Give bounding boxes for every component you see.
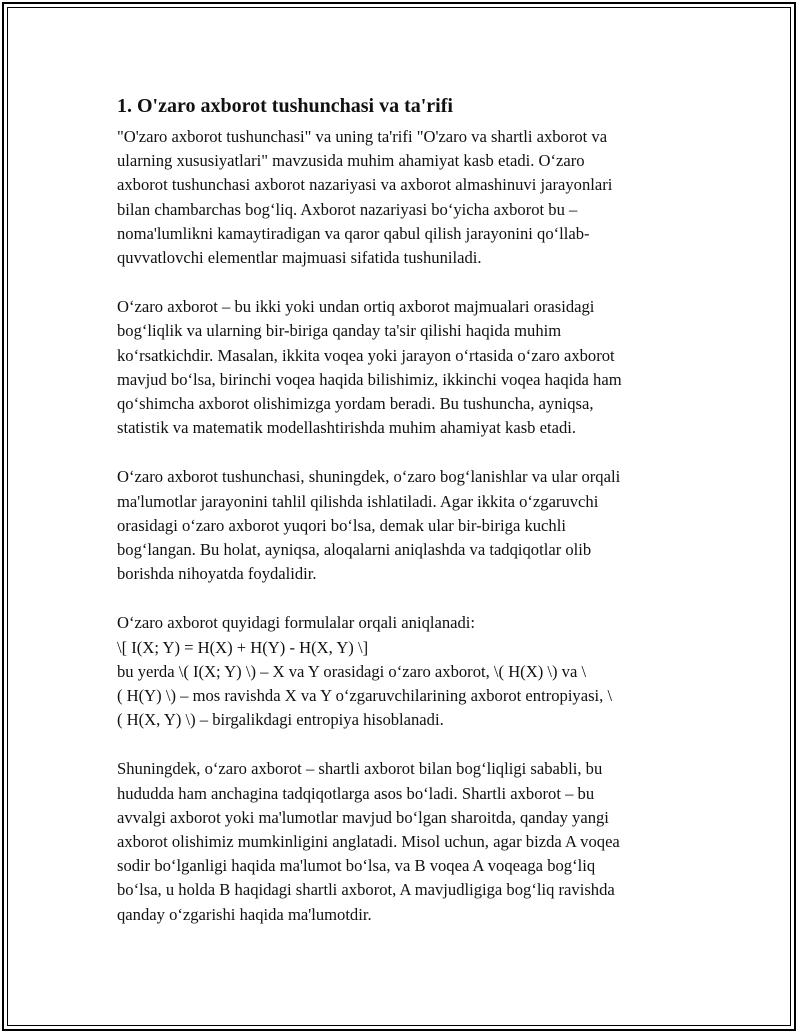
text-line: bog‘langan. Bu holat, ayniqsa, aloqalarni aniqlashda va tadqiqotlar olib [117,540,592,560]
text-line: noma'lumlikni kamaytiradigan va qaror qabul qilish jarayonini qo‘llab- [117,223,590,243]
text-line: Shuningdek, o‘zaro axborot – shartli axborot bilan bog‘liqligi sababli, bu [117,759,603,779]
text-line: O‘zaro axborot – bu ikki yoki undan ortiq axborot majmualari orasidagi [117,297,595,317]
text-line: ( H(Y) \) – mos ravishda X va Y o‘zgaruvchilarining axborot entropiyasi, \ [117,686,613,706]
paragraph-usage [117,465,683,586]
text-line: axborot olishimiz mumkinligini anglatadi. Misol uchun, agar bizda A voqea [117,832,620,852]
text-line: bilan chambarchas bog‘liq. Axborot nazariyasi bo‘yicha axborot bu – [117,199,578,219]
text-line: bo‘lsa, u holda B haqidagi shartli axborot, A mavjudligiga bog‘liq ravishda [117,880,615,900]
paragraph-conditional [117,757,683,926]
paragraph-dependency [117,295,683,440]
text-line: qo‘shimcha axborot olishimizga yordam beradi. Bu tushuncha, ayniqsa, [117,394,594,414]
text-line: statistik va matematik modellashtirishda muhim ahamiyat kasb etadi. [117,418,576,438]
text-line: "O'zaro axborot tushunchasi" va uning ta'rifi "O'zaro va shartli axborot va [117,127,608,146]
text-line: O‘zaro axborot tushunchasi, shuningdek, o‘zaro bog‘lanishlar va ular orqali [117,467,621,487]
text-line: qanday o‘zgarishi haqida ma'lumotdir. [117,904,372,924]
text-line: ularning xususiyatlari" mavzusida muhim ahamiyat kasb etadi. O‘zaro [117,151,585,171]
text-line: quvvatlovchi elementlar majmuasi sifatida tushuniladi. [117,248,482,268]
text-line: sodir bo‘lganligi haqida ma'lumot bo‘lsa, va B voqea A voqeaga bog‘liq [117,856,596,876]
text-line: orasidagi o‘zaro axborot yuqori bo‘lsa, demak ular bir-biriga kuchli [117,515,566,535]
text-line: borishda nihoyatda foydalidir. [117,564,317,584]
text-line: axborot tushunchasi axborot nazariyasi va axborot almashinuvi jarayonlari [117,175,613,195]
text-line: ( H(X, Y) \) – birgalikdagi entropiya hisoblanadi. [117,710,444,730]
text-line: mavjud bo‘lsa, birinchi voqea haqida bilishimiz, ikkinchi voqea haqida ham [117,369,622,389]
text-line: O‘zaro axborot quyidagi formulalar orqali aniqlanadi: [117,613,476,633]
text-line: bog‘liqlik va ularning bir-biriga qanday ta'sir qilishi haqida muhim [117,321,562,341]
text-line: bu yerda \( I(X; Y) \) – X va Y orasidagi o‘zaro axborot, \( H(X) \) va \ [117,661,587,681]
text-line: ko‘rsatkichdir. Masalan, ikkita voqea yoki jarayon o‘rtasida o‘zaro axborot [117,345,615,365]
text-line: ma'lumotlar jarayonini tahlil qilishda ishlatiladi. Agar ikkita o‘zgaruvchi [117,491,599,511]
text-line: hududda ham anchagina tadqiqotlarga asos bo‘ladi. Shartli axborot – bu [117,783,595,803]
text-line: avvalgi axborot yoki ma'lumotlar mavjud bo‘lgan sharoitda, qanday yangi [117,807,609,827]
paragraph-definition [117,125,683,270]
formula-line: \[ I(X; Y) = H(X) + H(Y) - H(X, Y) \] [117,637,369,657]
section-heading: 1. O'zaro axborot tushunchasi va ta'rifi [117,95,453,117]
paragraph-formula [117,611,683,732]
document-body [117,93,683,952]
